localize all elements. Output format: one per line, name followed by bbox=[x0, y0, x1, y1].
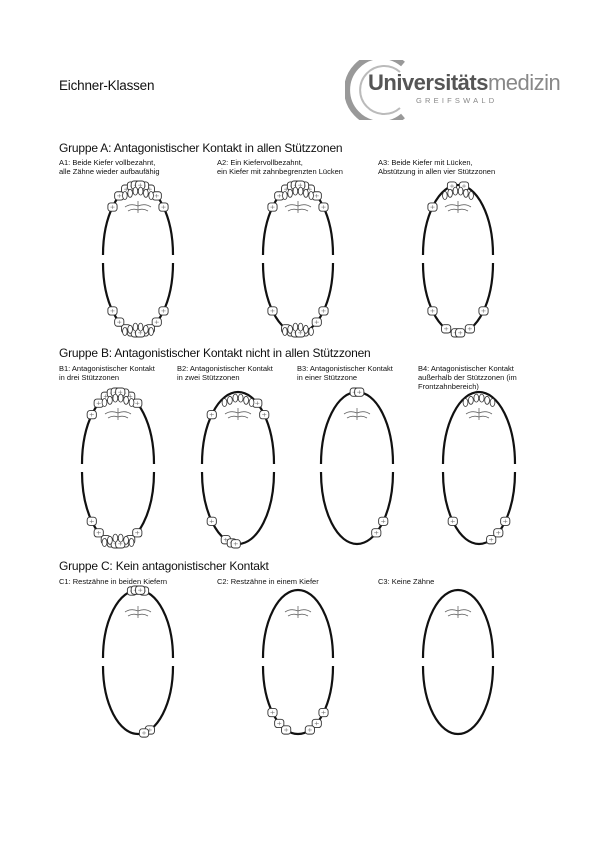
diagram-b4 bbox=[443, 392, 515, 544]
diagram-a3 bbox=[423, 182, 493, 337]
palate-rugae-icon bbox=[445, 201, 471, 213]
lower-right-tooth bbox=[372, 529, 381, 537]
lower-jaw-arch bbox=[443, 472, 515, 544]
diagram-c1 bbox=[103, 586, 173, 737]
diagram-a1 bbox=[103, 181, 173, 337]
palate-rugae-icon bbox=[285, 201, 311, 213]
b2-caption-line1: B2: Antagonistischer Kontakt bbox=[177, 364, 273, 373]
a3-caption-line2: Abstützung in allen vier Stützzonen bbox=[378, 167, 496, 176]
c2-caption: C2: Restzähne in einem Kiefer bbox=[217, 577, 319, 586]
lower-right-tooth bbox=[319, 307, 328, 315]
lower-left-tooth bbox=[448, 517, 457, 525]
upper-right-tooth bbox=[260, 411, 269, 419]
upper-left-tooth bbox=[207, 411, 216, 419]
lower-jaw-arch bbox=[103, 666, 173, 734]
b2-caption-line2: in zwei Stützzonen bbox=[177, 373, 240, 382]
palate-rugae-icon bbox=[105, 408, 131, 420]
upper-jaw-arch bbox=[103, 590, 173, 658]
lower-jaw-arch bbox=[423, 666, 493, 734]
lower-right-tooth bbox=[479, 307, 488, 315]
upper-left-tooth bbox=[428, 203, 437, 211]
upper-jaw-arch bbox=[443, 392, 515, 464]
a1-caption-line2: alle Zähne wieder aufbaufähig bbox=[59, 167, 160, 176]
palate-rugae-icon bbox=[344, 408, 370, 420]
lower-right-tooth bbox=[487, 536, 496, 544]
upper-jaw-arch bbox=[263, 185, 333, 255]
upper-right-tooth bbox=[159, 203, 168, 211]
lower-jaw-arch bbox=[263, 263, 333, 333]
lower-left-tooth bbox=[268, 708, 277, 716]
logo-wordmark: Universitätsmedizin bbox=[368, 70, 561, 95]
upper-jaw-arch bbox=[423, 185, 493, 255]
lower-right-tooth bbox=[319, 708, 328, 716]
upper-left-tooth bbox=[87, 411, 96, 419]
lower-left-tooth bbox=[231, 540, 240, 548]
b4-caption-line1: B4: Antagonistischer Kontakt bbox=[418, 364, 514, 373]
b1-caption-line1: B1: Antagonistischer Kontakt bbox=[59, 364, 155, 373]
lower-left-tooth bbox=[108, 307, 117, 315]
lower-left-tooth bbox=[282, 726, 291, 734]
page-title: Eichner-Klassen bbox=[59, 78, 155, 93]
b4-caption-line2: außerhalb der Stützzonen (im bbox=[418, 373, 517, 382]
upper-jaw-arch bbox=[263, 590, 333, 658]
lower-right-tooth bbox=[465, 325, 474, 333]
upper-right-tooth bbox=[319, 203, 328, 211]
lower-right-tooth bbox=[312, 318, 321, 326]
group-a-title: Gruppe A: Antagonistischer Kontakt in allen Stützzonen bbox=[59, 141, 343, 155]
upper-right-tooth bbox=[136, 586, 145, 594]
c3-caption: C3: Keine Zähne bbox=[378, 577, 435, 586]
diagram-a2 bbox=[263, 181, 333, 337]
a2-caption-line2: ein Kiefer mit zahnbegrenzten Lücken bbox=[217, 167, 343, 176]
b3-caption-line1: B3: Antagonistischer Kontakt bbox=[297, 364, 393, 373]
palate-rugae-icon bbox=[445, 606, 471, 618]
group-c-title: Gruppe C: Kein antagonistischer Kontakt bbox=[59, 559, 269, 573]
diagram-c3 bbox=[423, 590, 493, 734]
lower-left-tooth bbox=[87, 517, 96, 525]
palate-rugae-icon bbox=[285, 606, 311, 618]
lower-jaw-arch bbox=[263, 666, 333, 734]
logo-subline: GREIFSWALD bbox=[416, 96, 498, 105]
c1-caption: C1: Restzähne in beiden Kiefern bbox=[59, 577, 167, 586]
lower-right-tooth bbox=[456, 329, 465, 337]
upper-jaw-arch bbox=[321, 392, 393, 464]
a2-caption-line1: A2: Ein Kiefervollbezahnt, bbox=[217, 158, 303, 167]
upper-jaw-arch bbox=[202, 392, 274, 464]
upper-left-tooth bbox=[268, 203, 277, 211]
lower-left-tooth bbox=[268, 307, 277, 315]
palate-rugae-icon bbox=[125, 201, 151, 213]
diagram-b2 bbox=[202, 392, 274, 548]
palate-rugae-icon bbox=[225, 408, 251, 420]
diagram-b1 bbox=[82, 388, 154, 548]
lower-right-tooth bbox=[139, 729, 148, 737]
b3-caption-line2: in einer Stützzone bbox=[297, 373, 358, 382]
b1-caption-line2: in drei Stützzonen bbox=[59, 373, 120, 382]
lower-left-tooth bbox=[207, 517, 216, 525]
upper-jaw-arch bbox=[103, 185, 173, 255]
upper-jaw-arch bbox=[423, 590, 493, 658]
upper-jaw-arch bbox=[82, 392, 154, 464]
diagram-b3 bbox=[321, 388, 393, 544]
diagram-c2 bbox=[263, 590, 333, 734]
lower-left-tooth bbox=[428, 307, 437, 315]
lower-jaw-arch bbox=[202, 472, 274, 544]
lower-jaw-arch bbox=[423, 263, 493, 333]
lower-left-tooth bbox=[442, 325, 451, 333]
lower-right-tooth bbox=[379, 517, 388, 525]
lower-right-tooth bbox=[305, 726, 314, 734]
palate-rugae-icon bbox=[125, 606, 151, 618]
upper-left-tooth bbox=[108, 203, 117, 211]
b4-caption-line3: Frontzahnbereich) bbox=[418, 382, 479, 391]
lower-jaw-arch bbox=[82, 472, 154, 544]
lower-right-tooth bbox=[501, 517, 510, 525]
upper-right-tooth bbox=[355, 388, 364, 396]
lower-right-tooth bbox=[159, 307, 168, 315]
lower-jaw-arch bbox=[321, 472, 393, 544]
palate-rugae-icon bbox=[466, 408, 492, 420]
lower-jaw-arch bbox=[103, 263, 173, 333]
a3-caption-line1: A3: Beide Kiefer mit Lücken, bbox=[378, 158, 473, 167]
a1-caption-line1: A1: Beide Kiefer vollbezahnt, bbox=[59, 158, 156, 167]
group-b-title: Gruppe B: Antagonistischer Kontakt nicht in allen Stützzonen bbox=[59, 346, 371, 360]
